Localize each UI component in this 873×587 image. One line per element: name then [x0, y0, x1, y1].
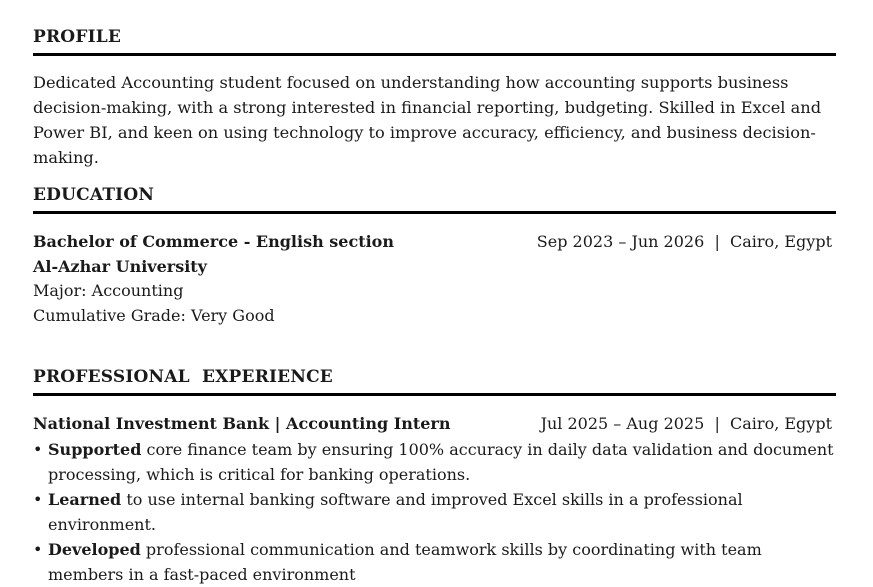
profile-summary: Dedicated Accounting student focused on understanding how accounting supports business decision-making, with a strong interested in financial reporting, budgeting. Skilled in Excel and Power BI, and keen on using technology to improve accuracy, efficiency, and business decision-making.	[33, 73, 822, 167]
experience-dates-location: Jul 2025 – Aug 2025 | Cairo, Egypt	[540, 414, 832, 433]
profile-divider	[33, 53, 836, 56]
bullet-icon: •	[33, 489, 43, 509]
education-dates-location: Sep 2023 – Jun 2026 | Cairo, Egypt	[536, 232, 832, 251]
bullet-lead: Supported	[48, 439, 142, 459]
bullet-icon: •	[33, 539, 43, 559]
list-item	[33, 437, 836, 487]
experience-divider	[33, 393, 836, 396]
education-entry	[33, 230, 836, 328]
experience-section	[33, 366, 836, 587]
experience-header-row	[33, 412, 836, 437]
profile-section	[33, 26, 836, 170]
bullet-text: professional communication and teamwork skills by coordinating with team members in a fast-paced environment	[48, 539, 762, 584]
bullet-text: core finance team by ensuring 100% accuracy in daily data validation and document processing, which is critical for banking operations.	[48, 439, 834, 484]
education-section	[33, 184, 836, 328]
bullet-text: to use internal banking software and improved Excel skills in a professional environment.	[48, 489, 743, 534]
bullet-lead: Learned	[48, 489, 122, 509]
bullet-icon: •	[33, 439, 43, 459]
education-major: Major: Accounting	[33, 281, 184, 300]
education-heading: EDUCATION	[33, 185, 155, 205]
education-grade: Cumulative Grade: Very Good	[33, 305, 275, 325]
education-header-row	[33, 230, 836, 255]
list-item	[33, 537, 836, 587]
university-name: Al-Azhar University	[33, 256, 207, 276]
education-divider	[33, 211, 836, 214]
experience-heading: PROFESSIONAL EXPERIENCE	[33, 367, 333, 387]
experience-entry	[33, 412, 836, 587]
list-item	[33, 487, 836, 537]
degree-title: Bachelor of Commerce - English section	[33, 232, 394, 251]
experience-bullets	[33, 437, 836, 587]
profile-heading: PROFILE	[33, 27, 122, 47]
bullet-lead: Developed	[48, 539, 141, 559]
experience-role: National Investment Bank | Accounting Intern	[33, 414, 451, 433]
